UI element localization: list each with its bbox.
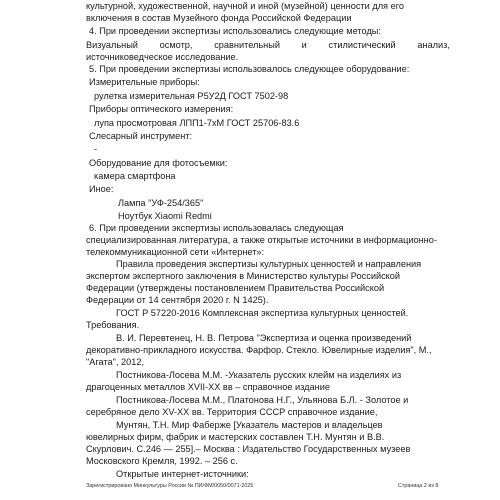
methods-word: анализ, bbox=[417, 40, 450, 50]
literature-line: Мунтян, Т.Н. Мир Фаберже [Указатель мастеров и владельцев bbox=[116, 420, 383, 430]
section-4-heading: 4. При проведении экспертизы использовались следующие методы: bbox=[89, 26, 381, 36]
text-line: телекоммуникационной сети «Интернет»: bbox=[86, 247, 265, 257]
methods-word: стилистический bbox=[328, 40, 396, 50]
literature-line: ГОСТ Р 57220-2016 Комплексная экспертиза культурных ценностей. bbox=[116, 308, 409, 318]
equipment-label: Слесарный инструмент: bbox=[89, 131, 193, 141]
literature-line: драгоценных металлов XVII-XX вв – справочное издание bbox=[86, 382, 330, 392]
literature-line: экспертом экспертного заключения в Министерство культуры Российской bbox=[86, 271, 401, 281]
equipment-label: Оборудование для фотосъемки: bbox=[89, 158, 228, 168]
literature-line: ювелирных фирм, фабрик и мастерских составлен Т.Н. Мунтян и В.В. bbox=[86, 432, 385, 442]
literature-line: В. И. Перевтенец, Н. В. Петрова "Экспертиза и оценка произведений bbox=[116, 333, 412, 343]
equipment-label: Иное: bbox=[89, 184, 114, 194]
methods-word: осмотр, bbox=[159, 40, 193, 50]
methods-word: Визуальный bbox=[86, 40, 138, 50]
section-5-heading: 5. При проведении экспертизы использовалось следующее оборудование: bbox=[89, 64, 410, 74]
literature-line: "Агата", 2012, bbox=[86, 357, 145, 367]
equipment-item: лупа просмотровая ЛПП1-7хМ ГОСТ 25706-83.6 bbox=[94, 118, 300, 128]
equipment-item: камера смартфона bbox=[94, 171, 176, 181]
equipment-label: Приборы оптического измерения: bbox=[89, 104, 234, 114]
section-6-heading: 6. При проведении экспертизы использовалась следующая bbox=[89, 223, 344, 233]
literature-line: Требования. bbox=[86, 320, 140, 330]
footer-page-number: Страница 2 из 8 bbox=[398, 483, 439, 489]
equipment-item: - bbox=[94, 144, 98, 154]
literature-line: Федерации (утверждены постановлением Правительства Российской bbox=[86, 283, 385, 293]
literature-line: Федерации от 14 сентября 2020 г. N 1425). bbox=[86, 295, 269, 305]
literature-line: серебряное дело XV-XX вв. Территория СССР справочное издание, bbox=[86, 407, 378, 417]
internet-sources-label: Открытые интернет-источники: bbox=[116, 469, 249, 479]
equipment-item: Лампа "УФ-254/365" bbox=[118, 198, 204, 208]
methods-line bbox=[86, 39, 450, 51]
footer-registration: Зарегистрировано Минкультуры России № ПИ/ФМ/0050/0071-2025 bbox=[86, 483, 254, 489]
methods-word: сравнительный bbox=[214, 40, 280, 50]
literature-line: Правила проведения экспертизы культурных ценностей и направления bbox=[116, 259, 422, 269]
equipment-item: Ноутбук Xiaomi Redmi bbox=[118, 211, 212, 221]
text-line: культурной, художественной, научной и иной (музейной) ценности для его bbox=[86, 1, 404, 11]
literature-line: декоративно-прикладного искусства. Фарфор. Стекло. Ювелирные изделия", М., bbox=[86, 345, 432, 355]
equipment-label: Измерительные приборы: bbox=[89, 77, 200, 87]
text-line: специализированная литература, а также открытые источники в информационно- bbox=[86, 235, 437, 245]
literature-line: Постникова-Лосева М.М. -Указатель русских клейм на изделиях из bbox=[116, 370, 402, 380]
methods-word: и bbox=[301, 40, 307, 50]
literature-line: Постникова-Лосева М.М., Платонова Н.Г., Ульянова Б.Л. - Золотое и bbox=[116, 395, 409, 405]
equipment-item: рулетка измерительная Р5У2Д ГОСТ 7502-98 bbox=[94, 91, 289, 101]
literature-line: Скурлович. С.246 — 255].– Москва : Издательство Государственных музеев bbox=[86, 444, 411, 454]
text-line: источниковедческое исследование. bbox=[86, 52, 239, 62]
literature-line: Московского Кремля, 1992. – 256 с. bbox=[86, 456, 238, 466]
text-line: включения в состав Музейного фонда Российской Федерации bbox=[86, 13, 352, 23]
